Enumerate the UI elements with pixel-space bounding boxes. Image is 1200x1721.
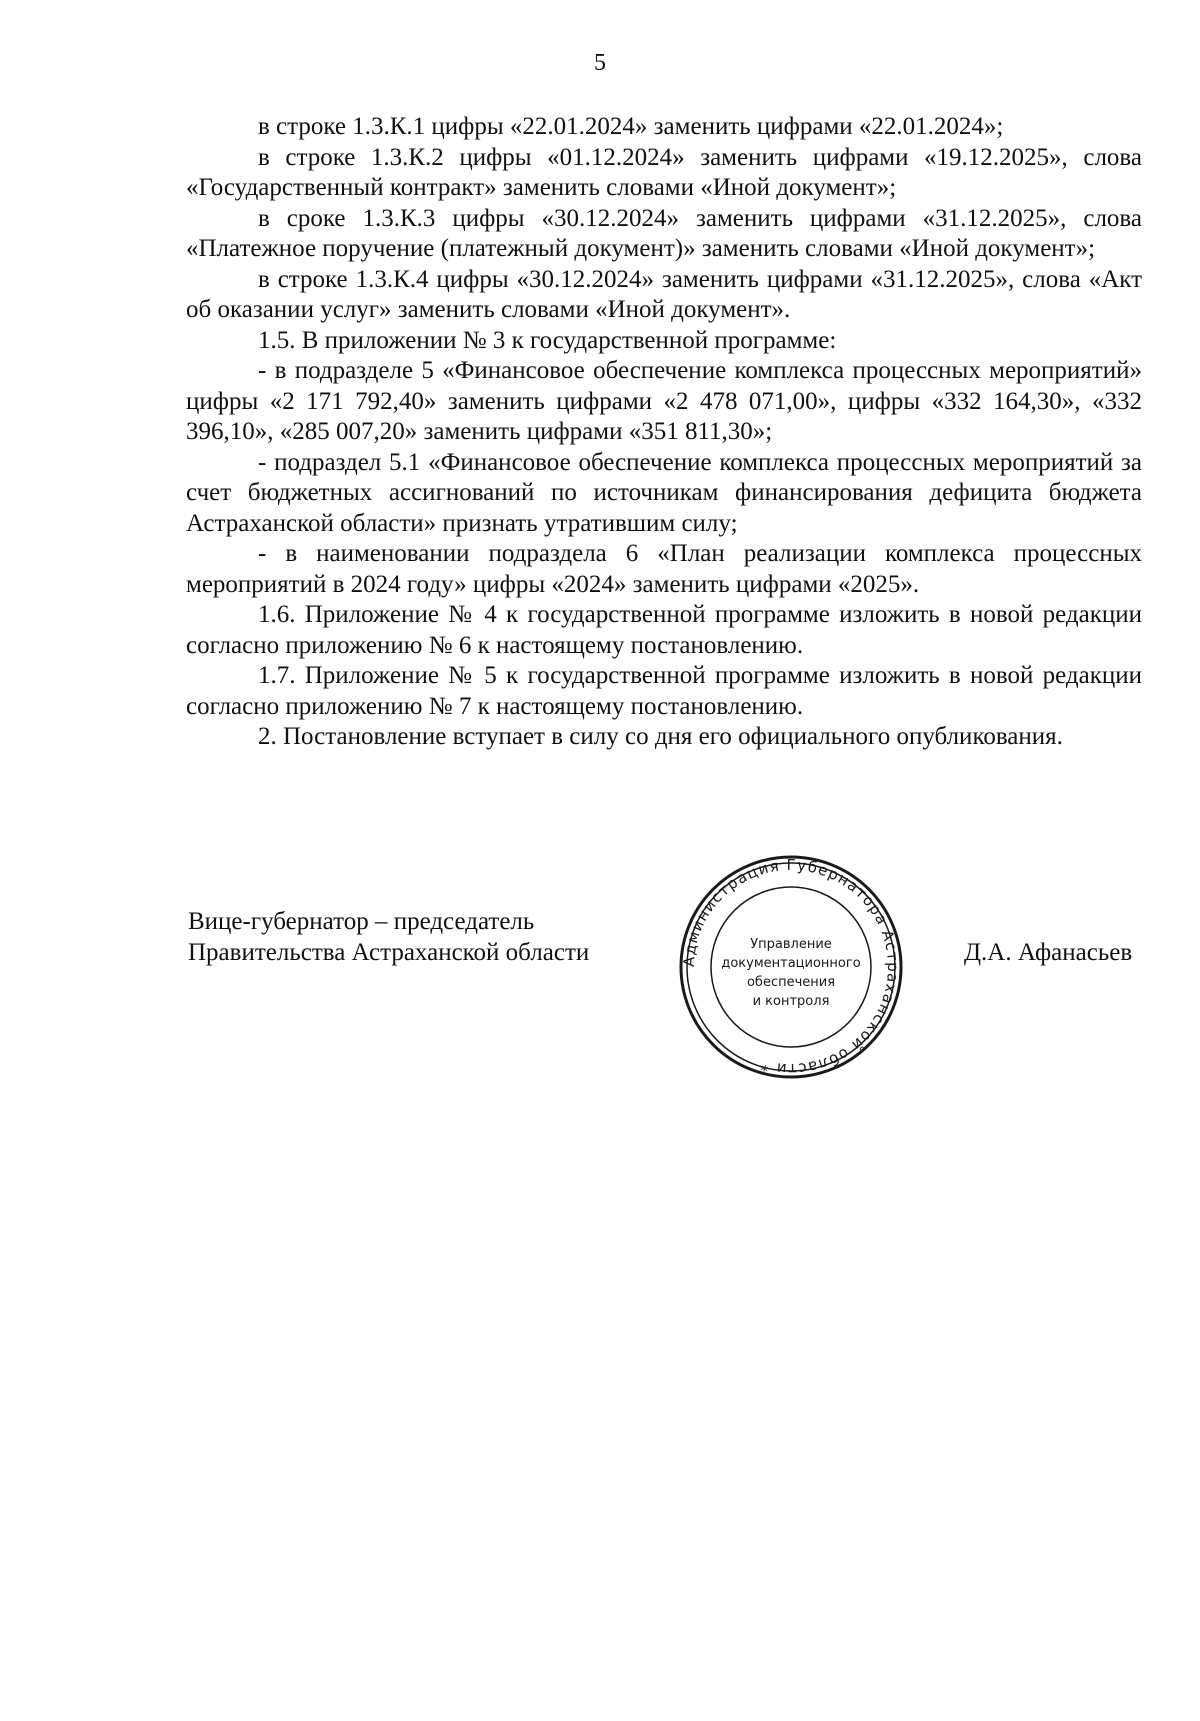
paragraph: 2. Постановление вступает в силу со дня его официального опубликования. xyxy=(258,723,1063,750)
seal-inner-line: Управление xyxy=(750,937,832,952)
paragraph: в строке 1.3.К.1 цифры «22.01.2024» заменить цифрами «22.01.2024»; xyxy=(258,113,1004,140)
signatory-name: Д.А. Афанасьев xyxy=(964,939,1133,966)
paragraph: - подраздел 5.1 «Финансовое обеспечение комплекса процессных мероприятий за счет бюджетных ассигнований по источникам финансирования дефицита бюджета Астраханской области» признать утратившим силу; xyxy=(186,448,1142,537)
official-seal xyxy=(676,852,906,1082)
seal-inner-line: и контроля xyxy=(752,994,830,1009)
paragraph: 1.7. Приложение № 5 к государственной программе изложить в новой редакции согласно приложению № 7 к настоящему постановлению. xyxy=(186,662,1142,720)
signatory-position xyxy=(188,906,589,968)
seal-inner-line: обеспечения xyxy=(746,975,836,990)
signatory-position-line: Вице-губернатор – председатель xyxy=(188,908,535,935)
paragraph: в сроке 1.3.К.3 цифры «30.12.2024» заменить цифрами «31.12.2025», слова «Платежное поручение (платежный документ)» заменить словами «Иной документ»; xyxy=(186,204,1142,262)
paragraph: 1.6. Приложение № 4 к государственной программе изложить в новой редакции согласно приложению № 6 к настоящему постановлению. xyxy=(186,601,1142,659)
document-body xyxy=(186,112,1142,753)
paragraph: в строке 1.3.К.4 цифры «30.12.2024» заменить цифрами «31.12.2025», слова «Акт об оказании услуг» заменить словами «Иной документ». xyxy=(186,265,1142,323)
paragraph: - в подразделе 5 «Финансовое обеспечение комплекса процессных мероприятий» цифры «2 171 792,40» заменить цифрами «2 478 071,00», цифры «332 164,30», «332 396,10», «285 007,20» заменить цифрами «351 811,30»; xyxy=(186,357,1142,445)
paragraph: 1.5. В приложении № 3 к государственной программе: xyxy=(258,326,837,354)
paragraph: в строке 1.3.К.2 цифры «01.12.2024» заменить цифрами «19.12.2025», слова «Государственный контракт» заменить словами «Иной документ»; xyxy=(186,143,1142,201)
seal-outer-text: Администрация Губернатора Астраханской области * xyxy=(679,855,903,1079)
seal-inner-line: документационного xyxy=(721,956,861,971)
page-number: 5 xyxy=(594,50,606,76)
signatory-position-line: Правительства Астраханской области xyxy=(188,939,590,966)
paragraph: - в наименовании подраздела 6 «План реализации комплекса процессных мероприятий в 2024 году» цифры «2024» заменить цифрами «2025». xyxy=(186,540,1142,598)
